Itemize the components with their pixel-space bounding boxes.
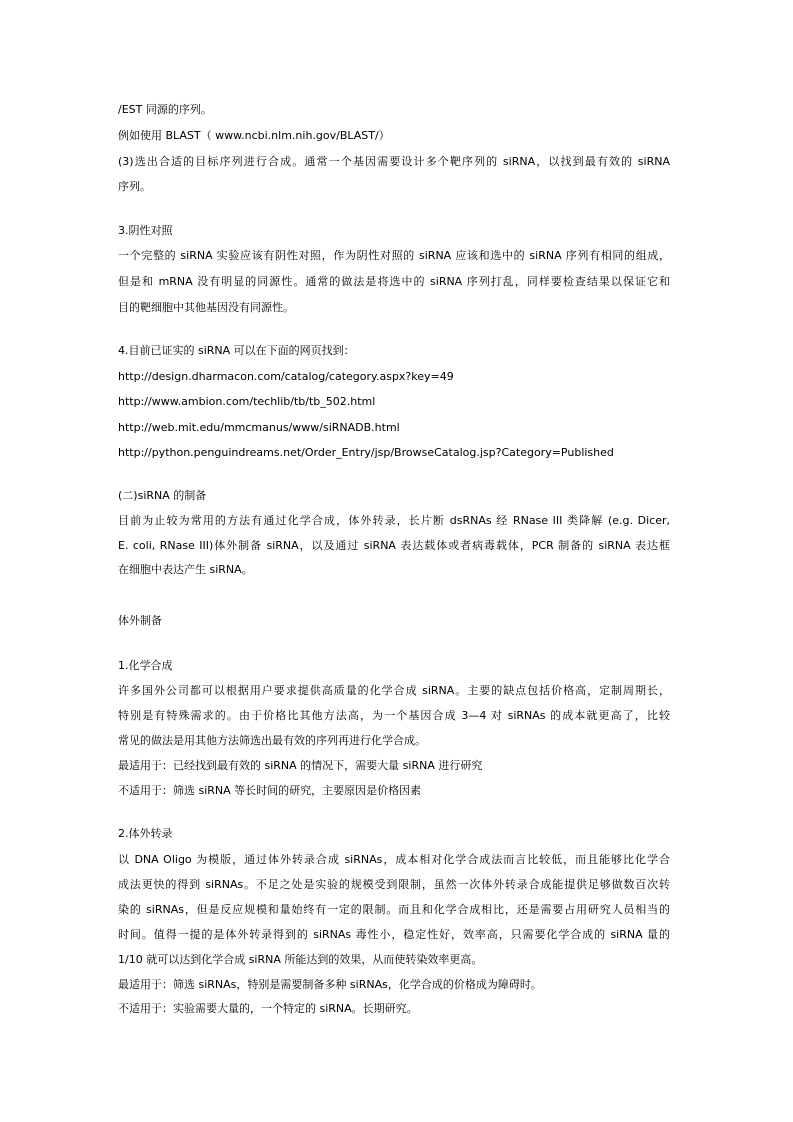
text-line: 时间。值得一提的是体外转录得到的 siRNAs 毒性小，稳定性好，效率高，只需要化学合成的 siRNA 量的: [118, 928, 670, 941]
text-line: 许多国外公司都可以根据用户要求提供高质量的化学合成 siRNA。主要的缺点包括价格高，定制周期长，: [118, 684, 670, 697]
text-line: 目的靶细胞中其他基因没有同源性。: [118, 301, 294, 314]
url-line: http://python.penguindreams.net/Order_Entry/jsp/BrowseCatalog.jsp?Category=Published: [118, 446, 614, 459]
text-line: 例如使用 BLAST（ www.ncbi.nlm.nih.gov/BLAST/）: [118, 129, 390, 142]
text-line: 但是和 mRNA 没有明显的同源性。通常的做法是将选中的 siRNA 序列打乱，同样要检查结果以保证它和: [118, 275, 670, 288]
text-line: 特别是有特殊需求的。由于价格比其他方法高，为一个基因合成 3—4 对 siRNAs 的成本就更高了，比较: [118, 709, 670, 722]
text-line: 常见的做法是用其他方法筛选出最有效的序列再进行化学合成。: [118, 734, 426, 747]
text-line: 不适用于：实验需要大量的，一个特定的 siRNA。长期研究。: [118, 1002, 418, 1015]
text-line: 1/10 就可以达到化学合成 siRNA 所能达到的效果，从而使转染效率更高。: [118, 953, 483, 966]
section-heading: (二)siRNA 的制备: [118, 489, 207, 502]
text-line: 成法更快的得到 siRNAs。不足之处是实验的规模受到限制，虽然一次体外转录合成能提供足够做数百次转: [118, 878, 670, 891]
section-heading: 体外制备: [118, 614, 162, 627]
text-line: 最适用于：筛选 siRNAs，特别是需要制备多种 siRNAs，化学合成的价格成为障碍时。: [118, 978, 542, 991]
text-line: 最适用于：已经找到最有效的 siRNA 的情况下，需要大量 siRNA 进行研究: [118, 759, 483, 772]
url-line: http://www.ambion.com/techlib/tb/tb_502.html: [118, 395, 376, 408]
section-heading: 1.化学合成: [118, 659, 173, 672]
section-heading: 4.目前已证实的 siRNA 可以在下面的网页找到：: [118, 344, 355, 357]
text-line: 序列。: [118, 180, 151, 193]
url-line: http://design.dharmacon.com/catalog/category.aspx?key=49: [118, 370, 454, 383]
section-heading: 3.阴性对照: [118, 224, 173, 237]
text-line: 目前为止较为常用的方法有通过化学合成，体外转录，长片断 dsRNAs 经 RNase III 类降解 (e.g. Dicer,: [118, 514, 670, 527]
text-line: /EST 同源的序列。: [118, 103, 212, 116]
text-line: 不适用于：筛选 siRNA 等长时间的研究，主要原因是价格因素: [118, 784, 422, 797]
text-line: 一个完整的 siRNA 实验应该有阴性对照，作为阴性对照的 siRNA 应该和选中的 siRNA 序列有相同的组成，: [118, 249, 670, 262]
url-line: http://web.mit.edu/mmcmanus/www/siRNADB.html: [118, 421, 400, 434]
text-line: (3)选出合适的目标序列进行合成。通常一个基因需要设计多个靶序列的 siRNA，以找到最有效的 siRNA: [118, 155, 670, 168]
text-line: 以 DNA Oligo 为模版，通过体外转录合成 siRNAs，成本相对化学合成法而言比较低，而且能够比化学合: [118, 853, 670, 866]
text-line: 在细胞中表达产生 siRNA。: [118, 563, 253, 576]
text-line: 染的 siRNAs，但是反应规模和量始终有一定的限制。而且和化学合成相比，还是需要占用研究人员相当的: [118, 903, 670, 916]
section-heading: 2.体外转录: [118, 827, 173, 840]
text-line: E. coli, RNase III)体外制备 siRNA，以及通过 siRNA 表达载体或者病毒载体，PCR 制备的 siRNA 表达框: [118, 539, 670, 552]
